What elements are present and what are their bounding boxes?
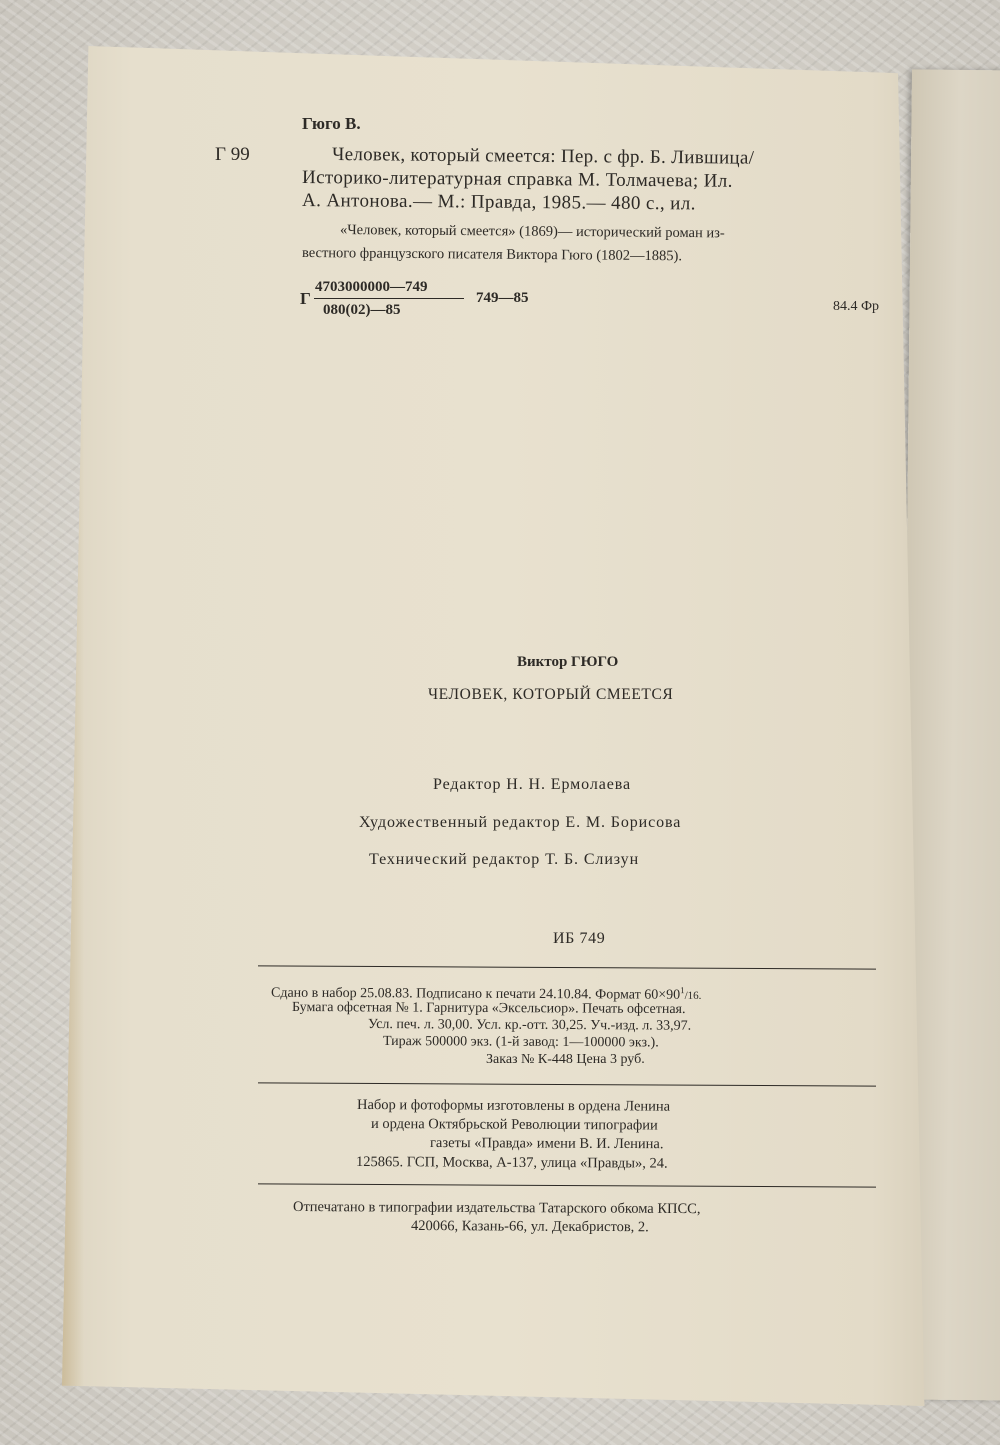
bbk-code: 84.4 Фр <box>833 299 880 314</box>
typeset-line-2: и ордена Октябрьской Революции типографии <box>370 1116 658 1134</box>
bib-line-1: Человек, который смеется: Пер. с фр. Б. Лившица/ <box>331 144 755 169</box>
printed-line-2: 420066, Казань-66, ул. Декабристов, 2. <box>410 1218 649 1236</box>
annotation-line-2: вестного французского писателя Виктора Гюго (1802—1885). <box>301 245 683 265</box>
ib-number: ИБ 749 <box>553 930 606 947</box>
typeset-line-3: газеты «Правда» имени В. И. Ленина. <box>429 1135 664 1153</box>
imprint-line-3: Усл. печ. л. 30,00. Усл. кр.-отт. 30,25. Уч.-изд. л. 33,97. <box>367 1017 692 1034</box>
catalog-fraction-line <box>314 298 464 299</box>
book-title: ЧЕЛОВЕК, КОТОРЫЙ СМЕЕТСЯ <box>428 686 674 703</box>
title-author: Виктор ГЮГО <box>517 654 619 670</box>
catalog-prefix: Г <box>300 289 311 308</box>
format-sup: 1 <box>680 985 685 996</box>
art-editor-credit: Художественный редактор Е. М. Борисова <box>359 814 682 831</box>
typeset-line-4: 125865. ГСП, Москва, А-137, улица «Правды», 24. <box>355 1154 668 1172</box>
imprint-line-2: Бумага офсетная № 1. Гарнитура «Эксельсиор». Печать офсетная. <box>291 1000 686 1018</box>
imprint-line-1-text: Сдано в набор 25.08.83. Подписано к печати 24.10.84. Формат 60×90 <box>270 985 681 1003</box>
annotation-line-1: «Человек, который смеется» (1869)— исторический роман из- <box>339 222 725 242</box>
header-author: Гюго В. <box>302 114 361 133</box>
tech-editor-credit: Технический редактор Т. Б. Слизун <box>369 851 640 868</box>
printed-line-1: Отпечатано в типографии издательства Татарского обкома КПСС, <box>292 1199 701 1218</box>
catalog-code: Г 99 <box>215 144 250 165</box>
imprint-line-5: Заказ № К-448 Цена 3 руб. <box>486 1052 645 1067</box>
catalog-number: 749—85 <box>476 290 529 306</box>
format-sub: /16. <box>684 989 702 1002</box>
catalog-denominator: 080(02)—85 <box>323 302 401 318</box>
editor-credit: Редактор Н. Н. Ермолаева <box>433 776 631 793</box>
bib-line-2: Историко-литературная справка М. Толмачева; Ил. <box>301 167 733 192</box>
bib-line-3: А. Антонова.— М.: Правда, 1985.— 480 с., ил. <box>301 190 696 215</box>
imprint-line-4: Тираж 500000 экз. (1-й завод: 1—100000 экз.). <box>382 1034 659 1051</box>
typeset-line-1: Набор и фотоформы изготовлены в ордена Ленина <box>356 1097 671 1115</box>
catalog-numerator: 4703000000—749 <box>315 279 428 295</box>
